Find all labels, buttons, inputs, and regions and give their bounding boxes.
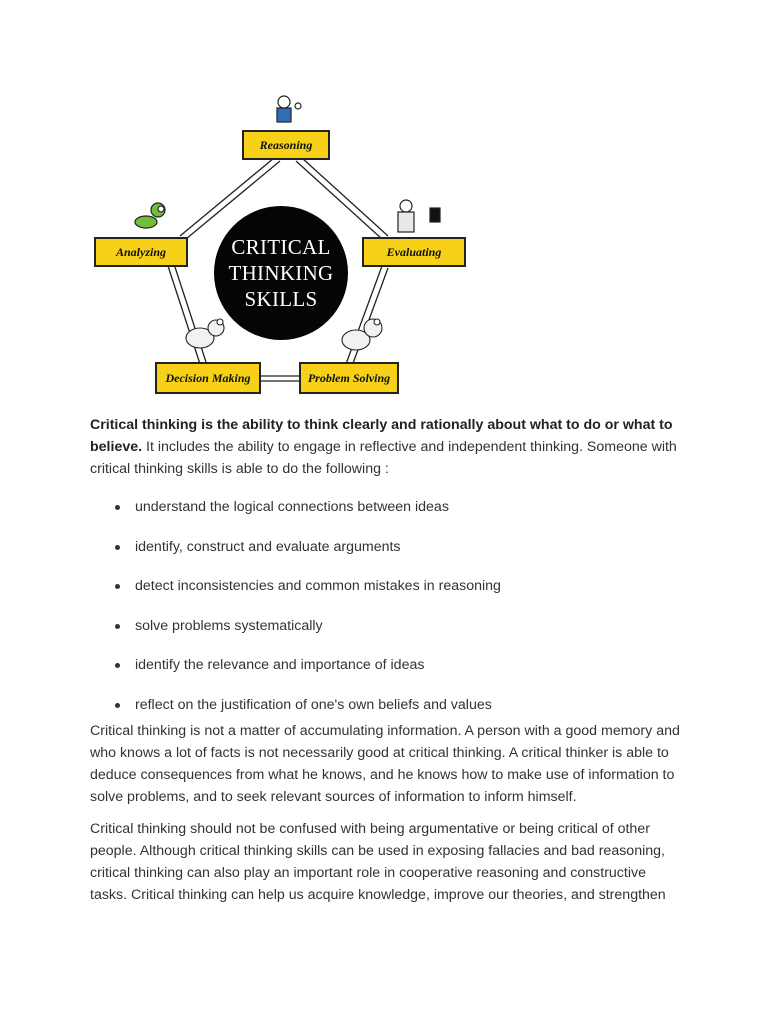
paragraph-not-argumentative: Critical thinking should not be confused with being argumentative or being critical of other people. Although critical thinking skills can be used in exposing fallacies and bad reasoning, critical thinking can also play an important role in cooperative reasoning and constructive tasks. Critical thinking can help us acquire knowledge, improve our theories, and strengthen [90, 820, 666, 903]
center-title [214, 206, 348, 340]
analyzing-figure-icon [135, 203, 165, 228]
critical-thinking-diagram [88, 88, 468, 398]
list-item: reflect on the justification of one's own beliefs and values [135, 694, 680, 716]
skill-reasoning: Reasoning [242, 130, 330, 160]
skill-decision-making: Decision Making [155, 362, 261, 394]
reasoning-figure-icon [277, 96, 301, 122]
center-title-line: THINKING [228, 261, 334, 285]
evaluating-figure-icon [398, 200, 440, 232]
list-item: identify, construct and evaluate arguments [135, 536, 680, 558]
article-body [90, 414, 680, 906]
center-title-line: CRITICAL [231, 235, 331, 259]
decision-making-figure-icon [186, 319, 224, 348]
list-item: detect inconsistencies and common mistakes in reasoning [135, 575, 680, 597]
list-item: solve problems systematically [135, 615, 680, 637]
list-item: understand the logical connections between ideas [135, 496, 680, 518]
skill-analyzing: Analyzing [94, 237, 188, 267]
skill-evaluating: Evaluating [362, 237, 466, 267]
abilities-list [90, 496, 680, 716]
intro-bold-text: Critical thinking is the ability to think clearly and rationally about what to do or what to believe. [90, 417, 673, 455]
problem-solving-figure-icon [342, 319, 382, 350]
skill-problem-solving: Problem Solving [299, 362, 399, 394]
intro-text: It includes the ability to engage in reflective and independent thinking. Someone with critical thinking skills is able to do the following : [90, 439, 677, 477]
intro-paragraph [90, 414, 680, 480]
list-item: identify the relevance and importance of ideas [135, 654, 680, 676]
center-title-line: SKILLS [244, 287, 318, 311]
paragraph-accumulating-information: Critical thinking is not a matter of accumulating information. A person with a good memory and who knows a lot of facts is not necessarily good at critical thinking. A critical thinker is able to deduce consequences from what he knows, and he knows how to make use of information to solve problems, and to seek relevant sources of information to inform himself. [90, 722, 680, 805]
